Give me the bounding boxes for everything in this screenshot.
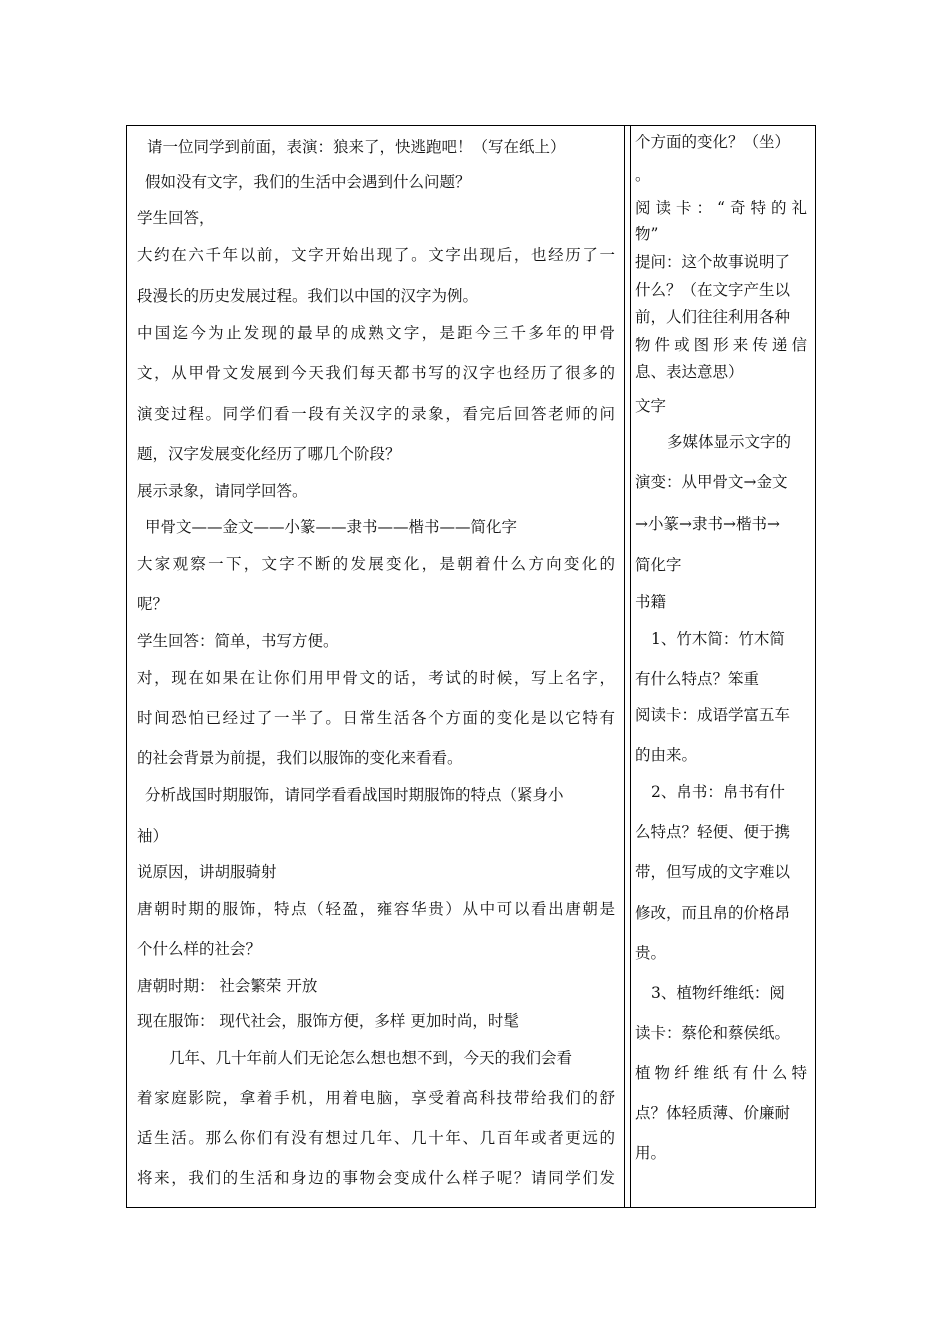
left-text-line: 演变过程。同学们看一段有关汉字的录象，看完后回答老师的问 <box>137 405 615 423</box>
right-text-line: 多媒体显示文字的 <box>667 433 792 451</box>
right-text-line: 么特点？轻便、便于携 <box>635 823 791 841</box>
right-text-line: 物” <box>635 225 659 243</box>
left-text-line: 文，从甲骨文发展到今天我们每天都书写的汉字也经历了很多的 <box>137 364 615 382</box>
right-text-line: 提问：这个故事说明了 <box>635 253 791 271</box>
left-text-line: 现在服饰： 现代社会，服饰方便，多样 更加时尚，时髦 <box>137 1012 519 1030</box>
left-text-line: 学生回答：简单，书写方便。 <box>137 632 339 650</box>
left-text-line: 大家观察一下，文字不断的发展变化，是朝着什么方向变化的 <box>137 555 615 573</box>
right-text-line: 演变：从甲骨文→金文 <box>635 473 788 491</box>
left-text-line: 将来，我们的生活和身边的事物会变成什么样子呢？请同学们发 <box>137 1169 615 1187</box>
right-text-line: 。 <box>635 166 651 184</box>
left-text-line: 唐朝时期： 社会繁荣 开放 <box>137 977 318 995</box>
right-text-line: 文字 <box>635 397 667 415</box>
left-text-line: 个什么样的社会？ <box>137 940 262 958</box>
left-text-line: 时间恐怕已经过了一半了。日常生活各个方面的变化是以它特有 <box>137 709 615 727</box>
right-text-line: 带，但写成的文字难以 <box>635 863 791 881</box>
left-text-line: 假如没有文字，我们的生活中会遇到什么问题？ <box>145 173 471 191</box>
right-text-line: 阅读卡：“奇特的礼 <box>635 199 807 217</box>
right-text-line: 阅读卡：成语学富五车 <box>635 706 791 724</box>
right-text-line: 修改，而且帛的价格昂 <box>635 904 791 922</box>
left-text-line: 甲骨文——金文——小篆——隶书——楷书——简化字 <box>145 518 518 536</box>
right-text-line: →小篆→隶书→楷书→ <box>635 515 780 533</box>
left-text-line: 请一位同学到前面，表演：狼来了，快逃跑吧！（写在纸上） <box>147 138 566 156</box>
right-text-line: 什么？（在文字产生以 <box>635 281 791 299</box>
left-text-line: 袖） <box>137 827 169 845</box>
column-divider-inner <box>630 126 631 1207</box>
left-text-line: 段漫长的历史发展过程。我们以中国的汉字为例。 <box>137 287 479 305</box>
right-text-line: 的由来。 <box>635 746 698 764</box>
right-text-line: 植物纤维纸有什么特 <box>635 1064 807 1082</box>
left-text-line: 说原因，讲胡服骑射 <box>137 863 277 881</box>
left-text-line: 分析战国时期服饰，请同学看看战国时期服饰的特点（紧身小 <box>145 786 564 804</box>
column-divider <box>624 126 625 1207</box>
right-text-line: 读卡：蔡伦和蔡侯纸。 <box>635 1024 791 1042</box>
left-text-line: 呢？ <box>137 595 169 613</box>
right-text-line: 点？体轻质薄、价廉耐 <box>635 1104 791 1122</box>
right-text-line: 3、植物纤维纸：阅 <box>651 984 785 1002</box>
right-text-line: 书籍 <box>635 593 667 611</box>
left-text-line: 题，汉字发展变化经历了哪几个阶段？ <box>137 445 401 463</box>
right-text-line: 2、帛书：帛书有什 <box>651 783 785 801</box>
lesson-table <box>126 125 816 1208</box>
left-text-line: 着家庭影院，拿着手机，用着电脑，享受着高科技带给我们的舒 <box>137 1089 615 1107</box>
right-text-line: 1、竹木简：竹木简 <box>651 630 785 648</box>
right-text-line: 息、表达意思） <box>635 363 744 381</box>
right-text-line: 个方面的变化？（坐） <box>635 133 791 151</box>
right-text-line: 简化字 <box>635 556 682 574</box>
left-text-line: 的社会背景为前提，我们以服饰的变化来看看。 <box>137 749 463 767</box>
right-text-line: 有什么特点？笨重 <box>635 670 760 688</box>
left-text-line: 展示录象，请同学回答。 <box>137 482 308 500</box>
right-text-line: 贵。 <box>635 944 667 962</box>
left-text-line: 适生活。那么你们有没有想过几年、几十年、几百年或者更远的 <box>137 1129 615 1147</box>
right-text-line: 前，人们往往利用各种 <box>635 308 791 326</box>
right-text-line: 用。 <box>635 1144 667 1162</box>
left-text-line: 几年、几十年前人们无论怎么想也想不到，今天的我们会看 <box>169 1049 573 1067</box>
left-text-line: 中国迄今为止发现的最早的成熟文字，是距今三千多年的甲骨 <box>137 324 615 342</box>
left-text-line: 唐朝时期的服饰，特点（轻盈，雍容华贵）从中可以看出唐朝是 <box>137 900 615 918</box>
left-text-line: 大约在六千年以前，文字开始出现了。文字出现后，也经历了一 <box>137 246 615 264</box>
left-text-line: 对，现在如果在让你们用甲骨文的话，考试的时候，写上名字， <box>137 669 615 687</box>
left-text-line: 学生回答， <box>137 209 215 227</box>
right-text-line: 物件或图形来传递信 <box>635 336 807 354</box>
